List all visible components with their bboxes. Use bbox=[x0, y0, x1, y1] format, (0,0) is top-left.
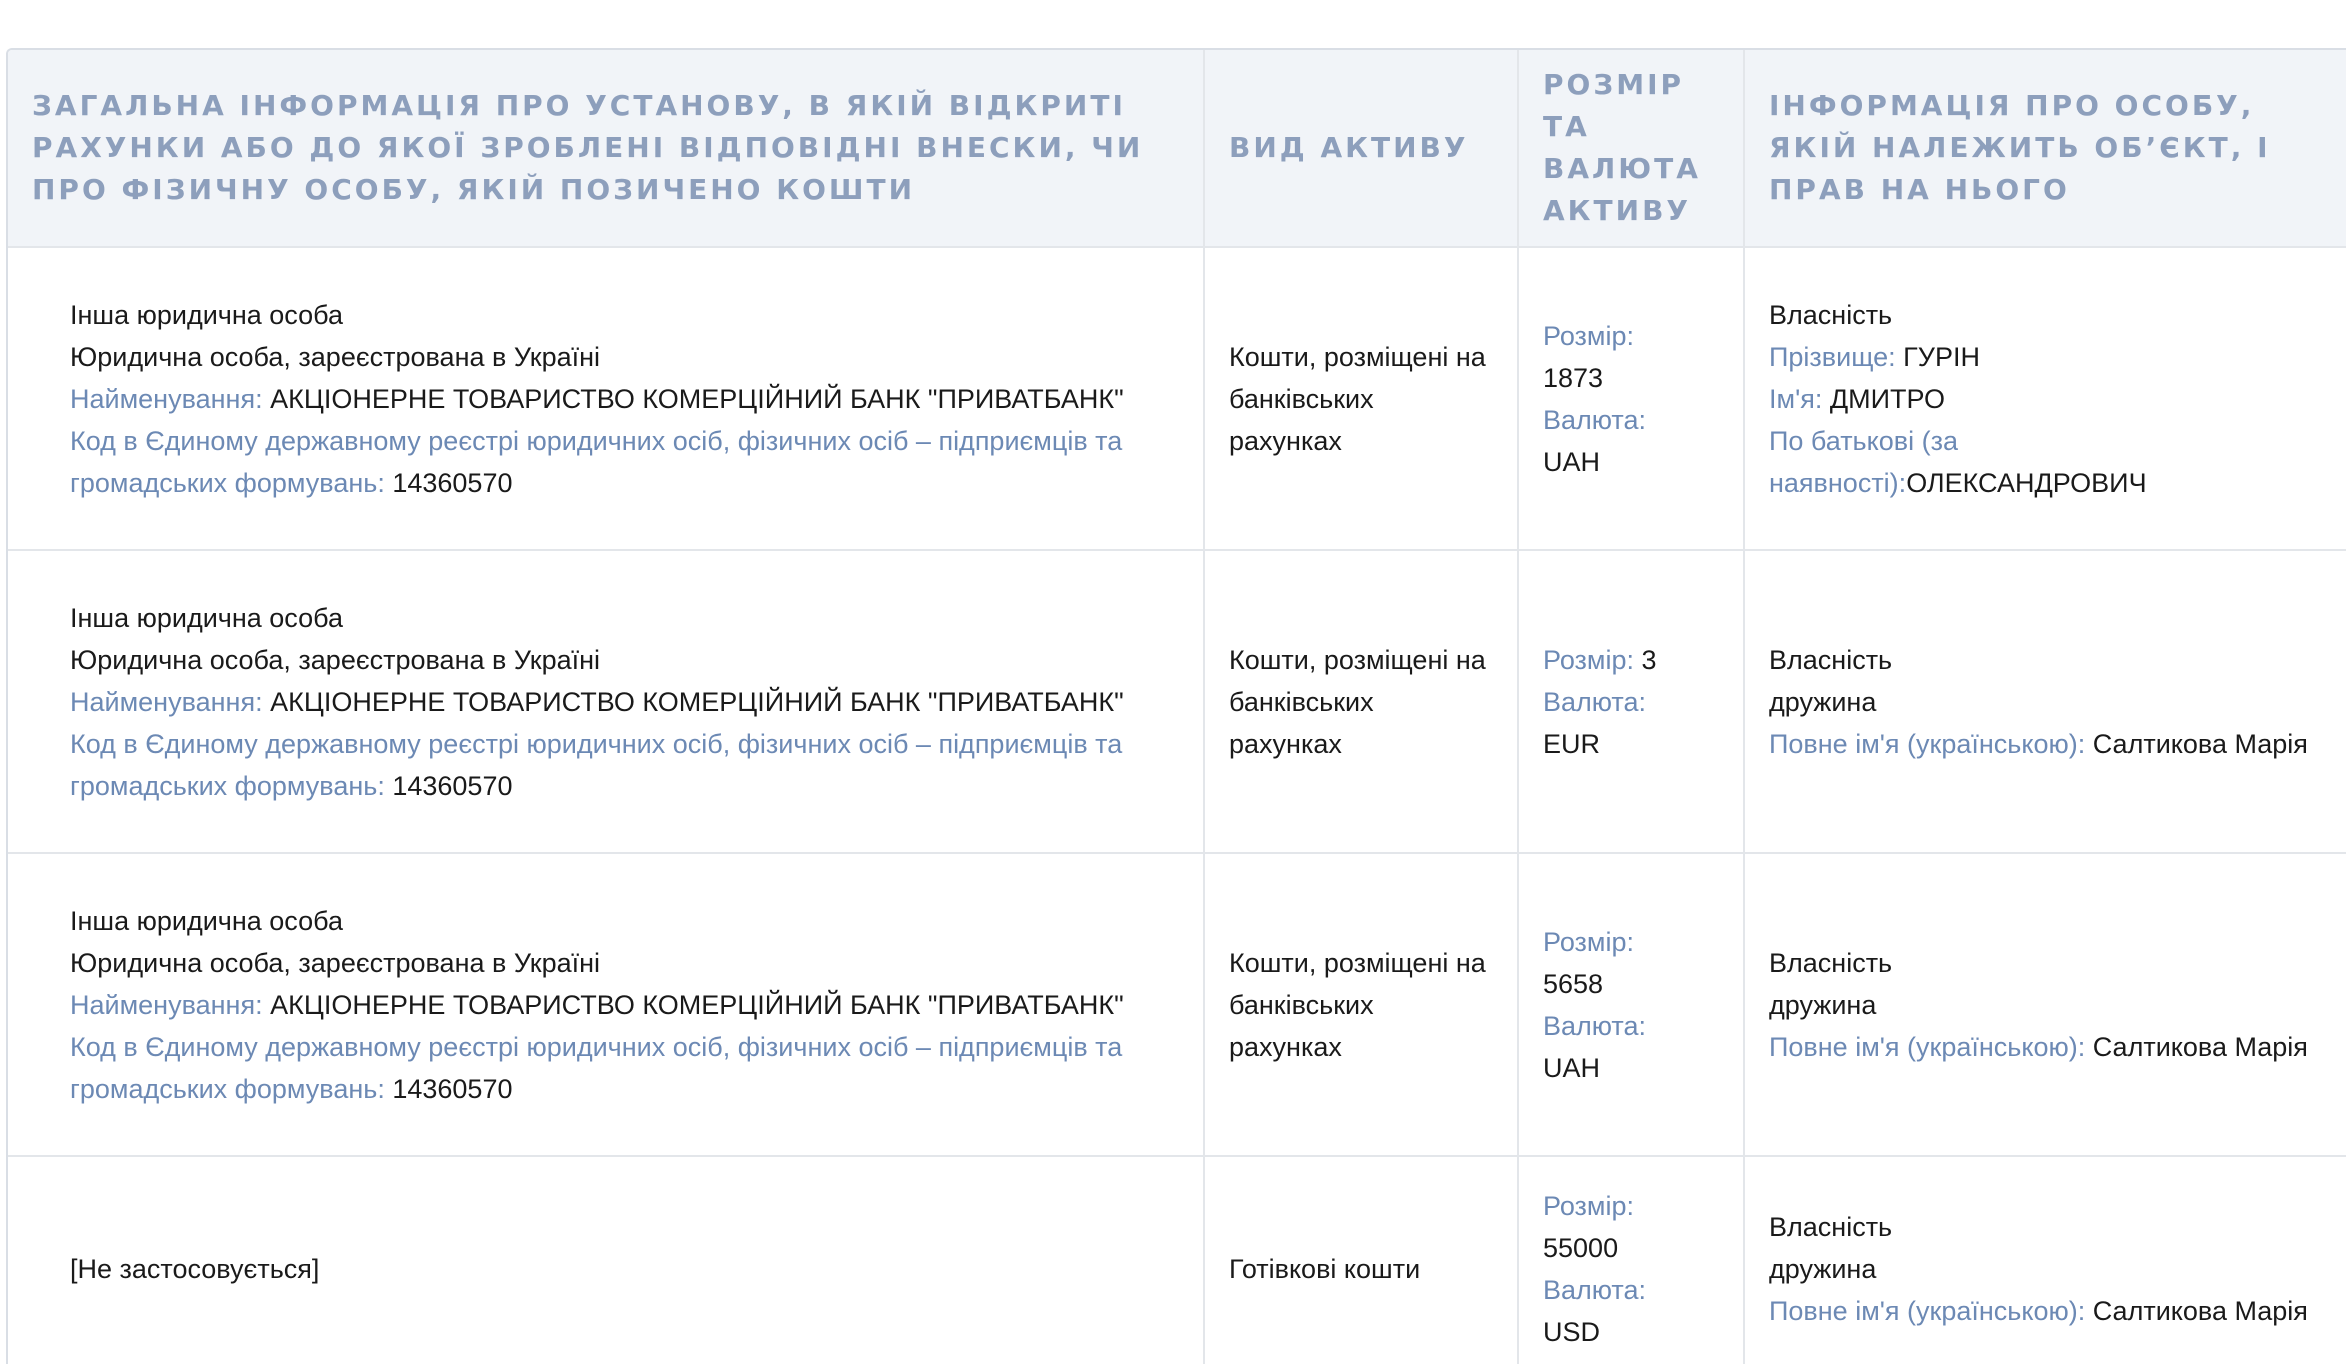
currency-label: Валюта: bbox=[1543, 404, 1647, 435]
full-name-value: Салтикова Марія bbox=[2092, 1296, 2308, 1326]
institution-cell: [Не застосовується] bbox=[8, 1156, 1204, 1364]
amount-cell bbox=[1518, 550, 1744, 853]
institution-name-line bbox=[70, 984, 1133, 1026]
header-asset-type: ВИД АКТИВУ bbox=[1204, 50, 1518, 247]
size-value: 55000 bbox=[1543, 1233, 1619, 1263]
amount-cell bbox=[1518, 853, 1744, 1156]
institution-cell bbox=[8, 247, 1204, 550]
full-name-value: Салтикова Марія bbox=[2092, 728, 2308, 759]
assets-table-container bbox=[6, 48, 2346, 1364]
currency-label: Валюта: bbox=[1543, 1010, 1647, 1041]
patronymic-label: По батькові (за наявності): bbox=[1769, 425, 1958, 498]
asset-type-cell: Готівкові кошти bbox=[1204, 1156, 1518, 1364]
asset-type-cell: Кошти, розміщені на банківських рахунках bbox=[1204, 853, 1518, 1156]
institution-code: 14360570 bbox=[392, 467, 513, 498]
owner-cell bbox=[1744, 247, 2346, 550]
institution-name: АКЦІОНЕРНЕ ТОВАРИСТВО КОМЕРЦІЙНИЙ БАНК "ПРИВАТБАНК" bbox=[270, 686, 1124, 717]
asset-type-cell: Кошти, розміщені на банківських рахунках bbox=[1204, 550, 1518, 853]
name-label: Найменування: bbox=[70, 989, 263, 1020]
institution-code: 14360570 bbox=[392, 770, 513, 801]
owner-cell bbox=[1744, 853, 2346, 1156]
ownership-right: Власність bbox=[1769, 644, 1893, 675]
institution-code-line bbox=[70, 420, 1133, 504]
institution-name-line bbox=[70, 681, 1133, 723]
institution-code: 14360570 bbox=[392, 1073, 513, 1104]
surname-label: Прізвище: bbox=[1769, 341, 1896, 372]
ownership-right: Власність bbox=[1769, 1212, 1893, 1242]
size-label: Розмір: bbox=[1543, 320, 1634, 351]
header-amount-currency: РОЗМІР ТА ВАЛЮТА АКТИВУ bbox=[1518, 50, 1744, 247]
table-row bbox=[8, 550, 2346, 853]
institution-code-line bbox=[70, 723, 1133, 807]
table-header-row bbox=[8, 50, 2346, 247]
size-label: Розмір: bbox=[1543, 926, 1634, 957]
table-row bbox=[8, 1156, 2346, 1364]
size-value: 1873 bbox=[1543, 362, 1604, 393]
institution-name-line bbox=[70, 378, 1133, 420]
first-name-value: ДМИТРО bbox=[1829, 383, 1945, 414]
institution-name: АКЦІОНЕРНЕ ТОВАРИСТВО КОМЕРЦІЙНИЙ БАНК "ПРИВАТБАНК" bbox=[270, 383, 1124, 414]
size-label: Розмір: bbox=[1543, 644, 1634, 675]
institution-name: АКЦІОНЕРНЕ ТОВАРИСТВО КОМЕРЦІЙНИЙ БАНК "ПРИВАТБАНК" bbox=[270, 989, 1124, 1020]
amount-cell bbox=[1518, 1156, 1744, 1364]
owner-relation: дружина bbox=[1769, 989, 1877, 1020]
institution-code-line bbox=[70, 1026, 1133, 1110]
institution-type: Інша юридична особа bbox=[70, 905, 343, 936]
code-label: Код в Єдиному державному реєстрі юридичних осіб, фізичних осіб – підприємців та громадських формувань: bbox=[70, 1031, 1123, 1104]
full-name-label: Повне ім'я (українською): bbox=[1769, 1031, 2086, 1062]
institution-type: Інша юридична особа bbox=[70, 602, 343, 633]
table-row bbox=[8, 247, 2346, 550]
currency-value: USD bbox=[1543, 1317, 1601, 1347]
institution-type: Інша юридична особа bbox=[70, 299, 343, 330]
ownership-right: Власність bbox=[1769, 947, 1893, 978]
owner-cell bbox=[1744, 1156, 2346, 1364]
asset-type-cell: Кошти, розміщені на банківських рахунках bbox=[1204, 247, 1518, 550]
assets-table bbox=[8, 50, 2346, 1364]
code-label: Код в Єдиному державному реєстрі юридичних осіб, фізичних осіб – підприємців та громадських формувань: bbox=[70, 728, 1123, 801]
institution-cell bbox=[8, 853, 1204, 1156]
full-name-label: Повне ім'я (українською): bbox=[1769, 728, 2086, 759]
owner-relation: дружина bbox=[1769, 686, 1877, 717]
owner-cell bbox=[1744, 550, 2346, 853]
institution-registration: Юридична особа, зареєстрована в Україні bbox=[70, 341, 601, 372]
owner-relation: дружина bbox=[1769, 1254, 1877, 1284]
size-label: Розмір: bbox=[1543, 1191, 1634, 1221]
code-label: Код в Єдиному державному реєстрі юридичних осіб, фізичних осіб – підприємців та громадських формувань: bbox=[70, 425, 1123, 498]
table-row bbox=[8, 853, 2346, 1156]
header-owner-info: ІНФОРМАЦІЯ ПРО ОСОБУ, ЯКІЙ НАЛЕЖИТЬ ОБ’ЄКТ, І ПРАВ НА НЬОГО bbox=[1744, 50, 2346, 247]
institution-cell bbox=[8, 550, 1204, 853]
currency-label: Валюта: bbox=[1543, 1275, 1647, 1305]
patronymic-value: ОЛЕКСАНДРОВИЧ bbox=[1906, 467, 2147, 498]
currency-value: UAH bbox=[1543, 446, 1601, 477]
full-name-value: Салтикова Марія bbox=[2092, 1031, 2308, 1062]
currency-value: EUR bbox=[1543, 728, 1601, 759]
header-institution: ЗАГАЛЬНА ІНФОРМАЦІЯ ПРО УСТАНОВУ, В ЯКІЙ ВІДКРИТІ РАХУНКИ АБО ДО ЯКОЇ ЗРОБЛЕНІ ВІДПОВІДНІ ВНЕСКИ, ЧИ ПРО ФІЗИЧНУ ОСОБУ, ЯКІЙ ПОЗИЧЕНО КОШТИ bbox=[8, 50, 1204, 247]
amount-cell bbox=[1518, 247, 1744, 550]
size-value: 5658 bbox=[1543, 968, 1604, 999]
full-name-label: Повне ім'я (українською): bbox=[1769, 1296, 2086, 1326]
currency-label: Валюта: bbox=[1543, 686, 1647, 717]
first-name-label: Ім'я: bbox=[1769, 383, 1823, 414]
name-label: Найменування: bbox=[70, 686, 263, 717]
ownership-right: Власність bbox=[1769, 299, 1893, 330]
size-value: 3 bbox=[1641, 644, 1657, 675]
institution-registration: Юридична особа, зареєстрована в Україні bbox=[70, 947, 601, 978]
surname-value: ГУРІН bbox=[1903, 341, 1980, 372]
name-label: Найменування: bbox=[70, 383, 263, 414]
institution-registration: Юридична особа, зареєстрована в Україні bbox=[70, 644, 601, 675]
currency-value: UAH bbox=[1543, 1052, 1601, 1083]
